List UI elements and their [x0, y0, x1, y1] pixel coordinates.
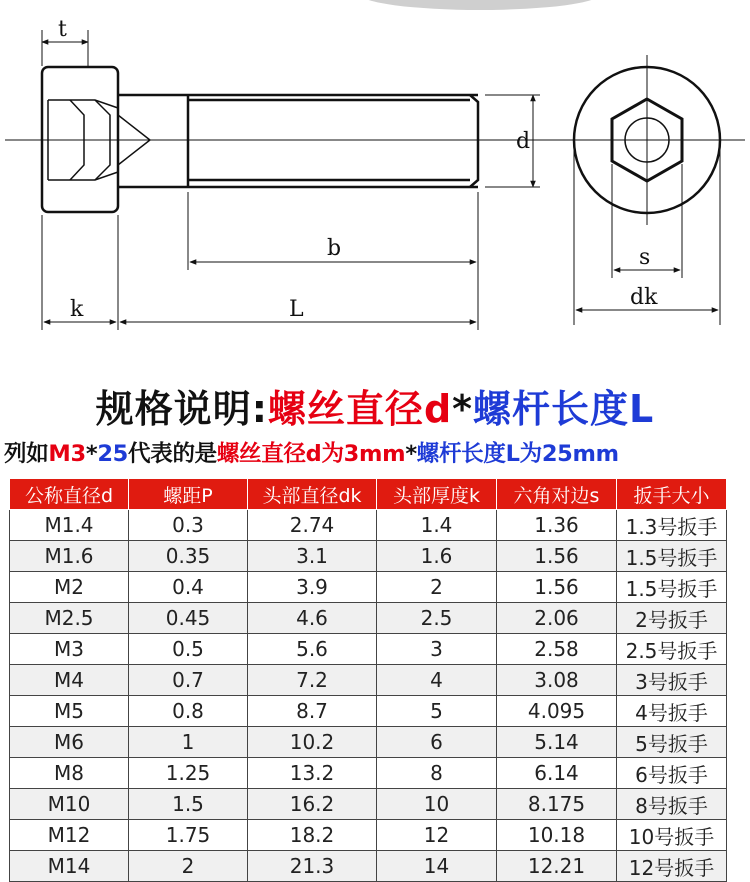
cell-head-diameter: 16.2	[248, 789, 377, 820]
cell-nominal-diameter: M6	[10, 727, 129, 758]
example-p6: 螺丝直径d为3mm	[216, 441, 406, 467]
cell-pitch: 1.25	[129, 758, 248, 789]
cell-pitch: 2	[129, 851, 248, 882]
example-p7: *	[405, 441, 417, 467]
table-row	[10, 789, 727, 820]
table-row	[10, 541, 727, 572]
cell-nominal-diameter: M4	[10, 665, 129, 696]
header-head-height: 头部厚度k	[377, 479, 497, 510]
heading-part4: 螺杆长度L	[473, 387, 655, 431]
cell-hex-socket-size: 10.18	[497, 820, 617, 851]
cell-wrench-size: 1.3号扳手	[617, 510, 727, 541]
spec-table	[9, 478, 727, 882]
header-wrench-size: 扳手大小	[617, 479, 727, 510]
cell-nominal-diameter: M1.6	[10, 541, 129, 572]
cell-head-diameter: 3.1	[248, 541, 377, 572]
table-row	[10, 727, 727, 758]
cell-head-height: 3	[377, 634, 497, 665]
cell-head-diameter: 18.2	[248, 820, 377, 851]
header-pitch: 螺距P	[129, 479, 248, 510]
cell-wrench-size: 5号扳手	[617, 727, 727, 758]
cell-hex-socket-size: 4.095	[497, 696, 617, 727]
cell-hex-socket-size: 2.06	[497, 603, 617, 634]
cell-wrench-size: 1.5号扳手	[617, 541, 727, 572]
cell-wrench-size: 3号扳手	[617, 665, 727, 696]
cell-wrench-size: 1.5号扳手	[617, 572, 727, 603]
table-row	[10, 820, 727, 851]
cell-nominal-diameter: M14	[10, 851, 129, 882]
screw-dimension-drawing	[0, 0, 750, 345]
label-k: k	[70, 297, 84, 322]
spec-heading	[0, 378, 750, 433]
table-row	[10, 572, 727, 603]
label-s: s	[639, 245, 651, 270]
example-line	[4, 436, 750, 468]
label-L: L	[289, 297, 304, 322]
header-nominal-diameter: 公称直径d	[10, 479, 129, 510]
cell-head-diameter: 3.9	[248, 572, 377, 603]
cell-nominal-diameter: M5	[10, 696, 129, 727]
cell-head-height: 1.4	[377, 510, 497, 541]
table-row	[10, 851, 727, 882]
cell-pitch: 1.75	[129, 820, 248, 851]
table-row	[10, 603, 727, 634]
cell-hex-socket-size: 12.21	[497, 851, 617, 882]
cell-hex-socket-size: 1.56	[497, 572, 617, 603]
label-d: d	[516, 129, 531, 154]
heading-part3: *	[452, 387, 474, 431]
table-row	[10, 758, 727, 789]
cell-nominal-diameter: M3	[10, 634, 129, 665]
table-row	[10, 665, 727, 696]
example-p8: 螺杆长度L为25mm	[416, 441, 619, 467]
table-header-row	[10, 479, 727, 510]
cell-hex-socket-size: 2.58	[497, 634, 617, 665]
cell-pitch: 0.35	[129, 541, 248, 572]
cell-head-height: 1.6	[377, 541, 497, 572]
cell-wrench-size: 12号扳手	[617, 851, 727, 882]
cell-head-height: 10	[377, 789, 497, 820]
cell-head-height: 12	[377, 820, 497, 851]
cell-nominal-diameter: M2.5	[10, 603, 129, 634]
cell-head-height: 4	[377, 665, 497, 696]
cell-head-diameter: 5.6	[248, 634, 377, 665]
cell-head-height: 8	[377, 758, 497, 789]
cell-hex-socket-size: 5.14	[497, 727, 617, 758]
cell-head-height: 5	[377, 696, 497, 727]
cell-pitch: 0.4	[129, 572, 248, 603]
heading-part2: 螺丝直径d	[267, 387, 453, 431]
cell-nominal-diameter: M1.4	[10, 510, 129, 541]
table-row	[10, 696, 727, 727]
cell-wrench-size: 2号扳手	[617, 603, 727, 634]
cell-pitch: 0.5	[129, 634, 248, 665]
table-body	[10, 510, 727, 882]
cell-head-height: 14	[377, 851, 497, 882]
example-p3: *	[85, 441, 98, 467]
cell-pitch: 0.7	[129, 665, 248, 696]
cell-head-height: 2	[377, 572, 497, 603]
cell-wrench-size: 2.5号扳手	[617, 634, 727, 665]
cell-head-diameter: 2.74	[248, 510, 377, 541]
example-p1: 列如	[4, 441, 49, 467]
cell-head-diameter: 8.7	[248, 696, 377, 727]
label-t: t	[58, 17, 67, 42]
cell-nominal-diameter: M12	[10, 820, 129, 851]
cell-hex-socket-size: 1.36	[497, 510, 617, 541]
example-p2: M3	[48, 441, 86, 467]
cell-pitch: 1	[129, 727, 248, 758]
example-p4: 25	[97, 441, 129, 467]
cell-hex-socket-size: 3.08	[497, 665, 617, 696]
cell-wrench-size: 4号扳手	[617, 696, 727, 727]
example-p5: 代表的是	[128, 441, 217, 467]
header-hex-socket-size: 六角对边s	[497, 479, 617, 510]
cell-nominal-diameter: M2	[10, 572, 129, 603]
table-row	[10, 510, 727, 541]
cell-head-diameter: 10.2	[248, 727, 377, 758]
cell-head-diameter: 13.2	[248, 758, 377, 789]
cell-pitch: 1.5	[129, 789, 248, 820]
cell-head-diameter: 21.3	[248, 851, 377, 882]
cell-pitch: 0.3	[129, 510, 248, 541]
screw-shank-side-view	[188, 95, 478, 187]
top-shadow-decoration	[360, 0, 600, 10]
label-b: b	[327, 236, 342, 261]
cell-wrench-size: 8号扳手	[617, 789, 727, 820]
header-head-diameter: 头部直径dk	[248, 479, 377, 510]
cell-hex-socket-size: 1.56	[497, 541, 617, 572]
table-row	[10, 634, 727, 665]
cell-nominal-diameter: M8	[10, 758, 129, 789]
cell-wrench-size: 10号扳手	[617, 820, 727, 851]
cell-head-height: 2.5	[377, 603, 497, 634]
cell-head-diameter: 7.2	[248, 665, 377, 696]
cell-nominal-diameter: M10	[10, 789, 129, 820]
cell-head-height: 6	[377, 727, 497, 758]
cell-hex-socket-size: 8.175	[497, 789, 617, 820]
cell-hex-socket-size: 6.14	[497, 758, 617, 789]
heading-part1: 规格说明:	[95, 387, 268, 431]
label-dk: dk	[630, 285, 658, 310]
cell-wrench-size: 6号扳手	[617, 758, 727, 789]
cell-head-diameter: 4.6	[248, 603, 377, 634]
cell-pitch: 0.45	[129, 603, 248, 634]
cell-pitch: 0.8	[129, 696, 248, 727]
